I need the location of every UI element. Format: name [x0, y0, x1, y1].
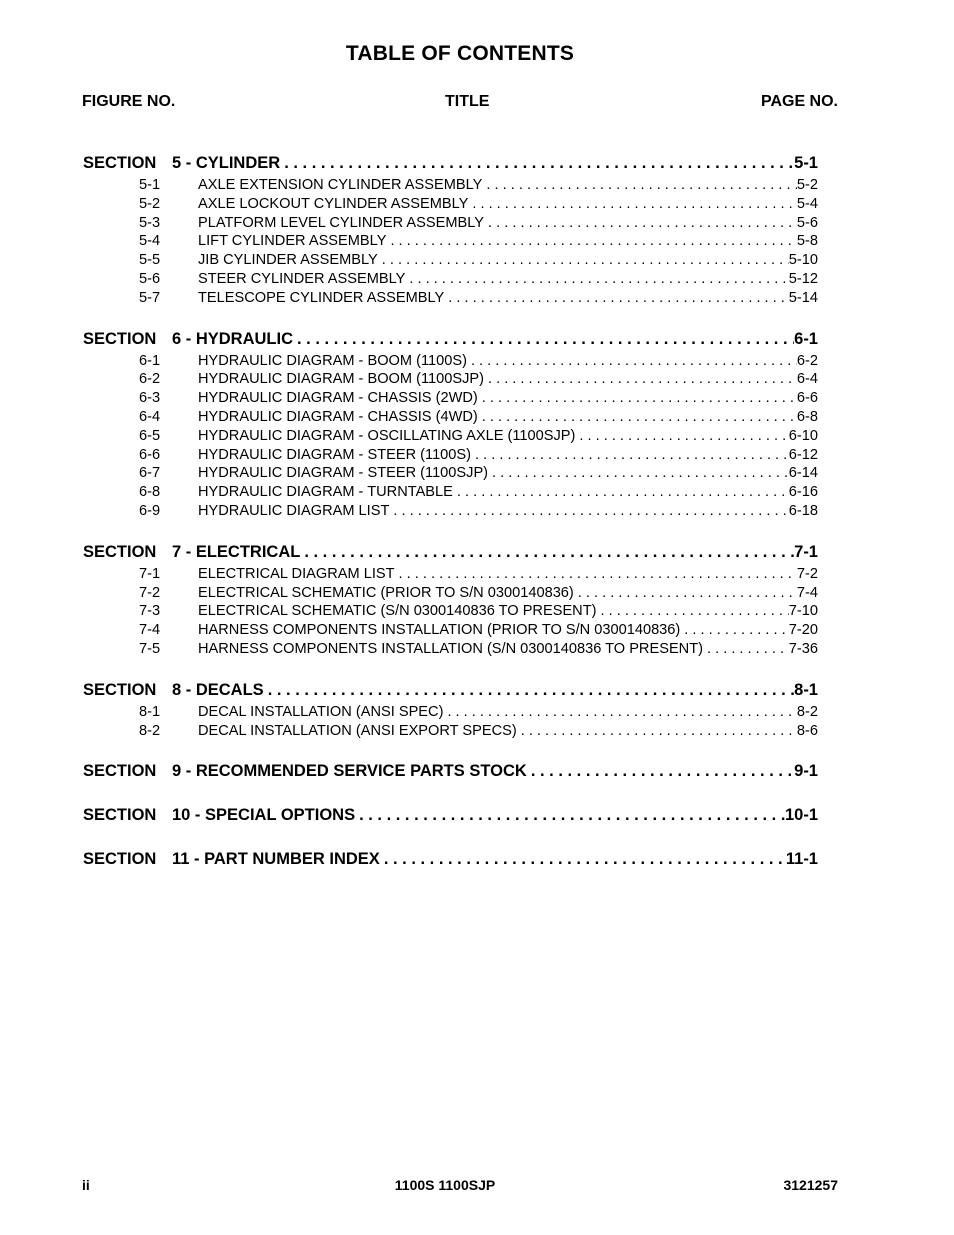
dot-leader [300, 539, 794, 565]
figure-number: 6-4 [139, 408, 161, 425]
section-label: SECTION [83, 680, 157, 699]
entry-page: 5-14 [788, 289, 818, 306]
entry-page: 5-8 [796, 233, 818, 250]
entry-title: AXLE LOCKOUT CYLINDER ASSEMBLY [198, 195, 469, 212]
section-page: 7-1 [794, 542, 818, 561]
figure-number: 6-1 [139, 352, 161, 369]
dot-leader [703, 640, 789, 659]
toc-entry[interactable] [83, 232, 818, 251]
dot-leader [444, 289, 788, 308]
dot-leader [517, 722, 797, 741]
dot-leader [405, 270, 788, 289]
entry-title: LIFT CYLINDER ASSEMBLY [198, 233, 387, 250]
toc-entry[interactable] [83, 214, 818, 233]
toc-entry[interactable] [83, 464, 818, 483]
entry-page: 7-4 [796, 584, 818, 601]
toc-entry[interactable] [83, 251, 818, 270]
entry-page: 5-10 [788, 252, 818, 269]
entry-page: 5-12 [788, 270, 818, 287]
entry-page: 6-16 [788, 484, 818, 501]
entry-page: 6-6 [796, 390, 818, 407]
entry-title: STEER CYLINDER ASSEMBLY [198, 270, 406, 287]
toc-section [83, 326, 818, 521]
section-entry[interactable] [83, 539, 818, 565]
section-label: SECTION [83, 762, 157, 781]
dot-leader [478, 408, 797, 427]
toc-section [83, 802, 818, 828]
figure-number: 7-4 [139, 622, 161, 639]
toc-section [83, 150, 818, 308]
footer-page-number: ii [82, 1177, 90, 1193]
toc-entry[interactable] [83, 722, 818, 741]
section-entry[interactable] [83, 846, 818, 872]
footer-model: 1100S 1100SJP [394, 1177, 496, 1193]
section-label: SECTION [83, 154, 157, 172]
toc-entry[interactable] [83, 502, 818, 521]
entry-title: ELECTRICAL SCHEMATIC (PRIOR TO S/N 0300140836) [198, 584, 574, 601]
section-entry[interactable] [83, 758, 818, 784]
section-page: 5-1 [794, 154, 818, 172]
dot-leader [293, 326, 794, 352]
entry-title: HYDRAULIC DIAGRAM - OSCILLATING AXLE (1100SJP) [198, 427, 576, 444]
figure-number: 6-2 [139, 371, 161, 388]
toc-entry[interactable] [83, 640, 818, 659]
entry-page: 5-2 [796, 177, 818, 193]
section-label: SECTION [83, 542, 157, 561]
entry-title: JIB CYLINDER ASSEMBLY [198, 252, 378, 269]
dot-leader [380, 846, 786, 872]
dot-leader [471, 446, 789, 465]
section-title: 8 - DECALS [172, 680, 264, 699]
section-page: 9-1 [794, 762, 818, 781]
entry-page: 8-6 [796, 722, 818, 739]
entry-page: 7-20 [788, 622, 818, 639]
figure-number: 6-7 [139, 465, 161, 482]
dot-leader [355, 802, 785, 828]
toc-entry[interactable] [83, 565, 818, 584]
entry-page: 7-10 [788, 603, 818, 620]
dot-leader [478, 389, 797, 408]
entry-page: 6-14 [788, 465, 818, 482]
dot-leader [467, 352, 797, 371]
figure-number: 5-7 [139, 289, 161, 306]
entry-page: 7-36 [788, 640, 818, 657]
toc-entry[interactable] [83, 584, 818, 603]
dot-leader [484, 214, 797, 233]
section-entry[interactable] [83, 802, 818, 828]
dot-leader [378, 251, 789, 270]
figure-number: 7-1 [139, 565, 161, 582]
toc-entry[interactable] [83, 408, 818, 427]
toc-entry[interactable] [83, 270, 818, 289]
toc-section [83, 539, 818, 659]
entry-title: PLATFORM LEVEL CYLINDER ASSEMBLY [198, 214, 485, 231]
figure-number: 5-4 [139, 233, 161, 250]
figure-number: 6-8 [139, 484, 161, 501]
entry-title: HYDRAULIC DIAGRAM - STEER (1100SJP) [198, 465, 489, 482]
entry-title: HARNESS COMPONENTS INSTALLATION (PRIOR TO S/N 0300140836) [198, 622, 681, 639]
entry-page: 6-8 [796, 408, 818, 425]
entry-title: HARNESS COMPONENTS INSTALLATION (S/N 0300140836 TO PRESENT) [198, 640, 703, 657]
section-entry[interactable] [83, 150, 818, 176]
figure-number: 5-2 [139, 195, 161, 212]
entry-title: HYDRAULIC DIAGRAM - TURNTABLE [198, 484, 453, 501]
toc-entry[interactable] [83, 289, 818, 308]
dot-leader [453, 483, 789, 502]
toc-list [83, 150, 818, 890]
section-title: 6 - HYDRAULIC [172, 329, 294, 348]
entry-title: HYDRAULIC DIAGRAM - BOOM (1100S) [198, 352, 467, 369]
page-title: TABLE OF CONTENTS [345, 42, 575, 65]
entry-title: HYDRAULIC DIAGRAM - CHASSIS (4WD) [198, 408, 478, 425]
section-page: 8-1 [794, 680, 818, 699]
section-title: 9 - RECOMMENDED SERVICE PARTS STOCK [172, 762, 527, 781]
figure-number: 6-3 [139, 390, 161, 407]
dot-leader [389, 502, 788, 521]
toc-entry[interactable] [83, 195, 818, 214]
entry-page: 5-4 [796, 195, 818, 212]
entry-title: HYDRAULIC DIAGRAM - BOOM (1100SJP) [198, 371, 484, 388]
toc-entry[interactable] [83, 483, 818, 502]
toc-entry[interactable] [83, 602, 818, 621]
figure-number: 5-5 [139, 252, 161, 269]
dot-leader [264, 677, 794, 703]
entry-title: TELESCOPE CYLINDER ASSEMBLY [198, 289, 445, 306]
dot-leader [597, 602, 789, 621]
toc-entry[interactable] [83, 389, 818, 408]
footer-doc-number: 3121257 [783, 1177, 838, 1193]
header-page-no: PAGE NO. [760, 93, 838, 110]
entry-title: ELECTRICAL SCHEMATIC (S/N 0300140836 TO PRESENT) [198, 603, 597, 620]
toc-entry[interactable] [83, 427, 818, 446]
figure-number: 5-1 [139, 177, 161, 193]
figure-number: 5-3 [139, 214, 161, 231]
entry-title: DECAL INSTALLATION (ANSI SPEC) [198, 703, 444, 720]
toc-section [83, 846, 818, 872]
entry-page: 7-2 [796, 565, 818, 582]
figure-number: 6-6 [139, 446, 161, 463]
entry-page: 8-2 [796, 703, 818, 720]
dot-leader [575, 427, 788, 446]
entry-title: HYDRAULIC DIAGRAM - STEER (1100S) [198, 446, 472, 463]
figure-number: 7-3 [139, 603, 161, 620]
dot-leader [482, 176, 797, 195]
dot-leader [395, 565, 797, 584]
toc-entry[interactable] [83, 370, 818, 389]
dot-leader [488, 464, 789, 483]
figure-number: 8-1 [139, 703, 161, 720]
section-label: SECTION [83, 806, 157, 825]
figure-number: 8-2 [139, 722, 161, 739]
dot-leader [527, 758, 794, 784]
toc-section [83, 758, 818, 784]
section-page: 10-1 [784, 806, 818, 825]
toc-entry[interactable] [83, 176, 818, 195]
section-page: 11-1 [785, 850, 818, 869]
entry-page: 6-2 [796, 352, 818, 369]
section-label: SECTION [83, 329, 157, 348]
entry-title: DECAL INSTALLATION (ANSI EXPORT SPECS) [198, 722, 517, 739]
toc-entry[interactable] [83, 446, 818, 465]
figure-number: 6-5 [139, 427, 161, 444]
dot-leader [484, 370, 797, 389]
section-entry[interactable] [83, 326, 818, 352]
figure-number: 7-5 [139, 640, 161, 657]
entry-page: 6-18 [788, 502, 818, 519]
entry-title: AXLE EXTENSION CYLINDER ASSEMBLY [198, 177, 483, 193]
dot-leader [468, 195, 797, 214]
figure-number: 7-2 [139, 584, 161, 601]
section-label: SECTION [83, 850, 157, 869]
entry-page: 5-6 [796, 214, 818, 231]
header-figure-no: FIGURE NO. [82, 93, 176, 110]
section-title: 7 - ELECTRICAL [172, 542, 301, 561]
dot-leader [386, 232, 796, 251]
entry-page: 6-12 [788, 446, 818, 463]
figure-number: 5-6 [139, 270, 161, 287]
dot-leader [443, 703, 796, 722]
entry-page: 6-10 [788, 427, 818, 444]
section-title: 10 - SPECIAL OPTIONS [172, 806, 356, 825]
entry-title: HYDRAULIC DIAGRAM - CHASSIS (2WD) [198, 390, 478, 407]
section-entry[interactable] [83, 677, 818, 703]
entry-title: ELECTRICAL DIAGRAM LIST [198, 565, 395, 582]
section-title: 5 - CYLINDER [172, 154, 281, 172]
entry-title: HYDRAULIC DIAGRAM LIST [198, 502, 390, 519]
entry-page: 6-4 [796, 371, 818, 388]
toc-entry[interactable] [83, 703, 818, 722]
dot-leader [280, 150, 794, 176]
toc-entry[interactable] [83, 352, 818, 371]
section-title: 11 - PART NUMBER INDEX [172, 850, 380, 869]
dot-leader [574, 584, 797, 603]
toc-section [83, 677, 818, 741]
toc-entry[interactable] [83, 621, 818, 640]
section-page: 6-1 [794, 329, 818, 348]
dot-leader [680, 621, 789, 640]
figure-number: 6-9 [139, 502, 161, 519]
header-title: TITLE [445, 93, 490, 110]
